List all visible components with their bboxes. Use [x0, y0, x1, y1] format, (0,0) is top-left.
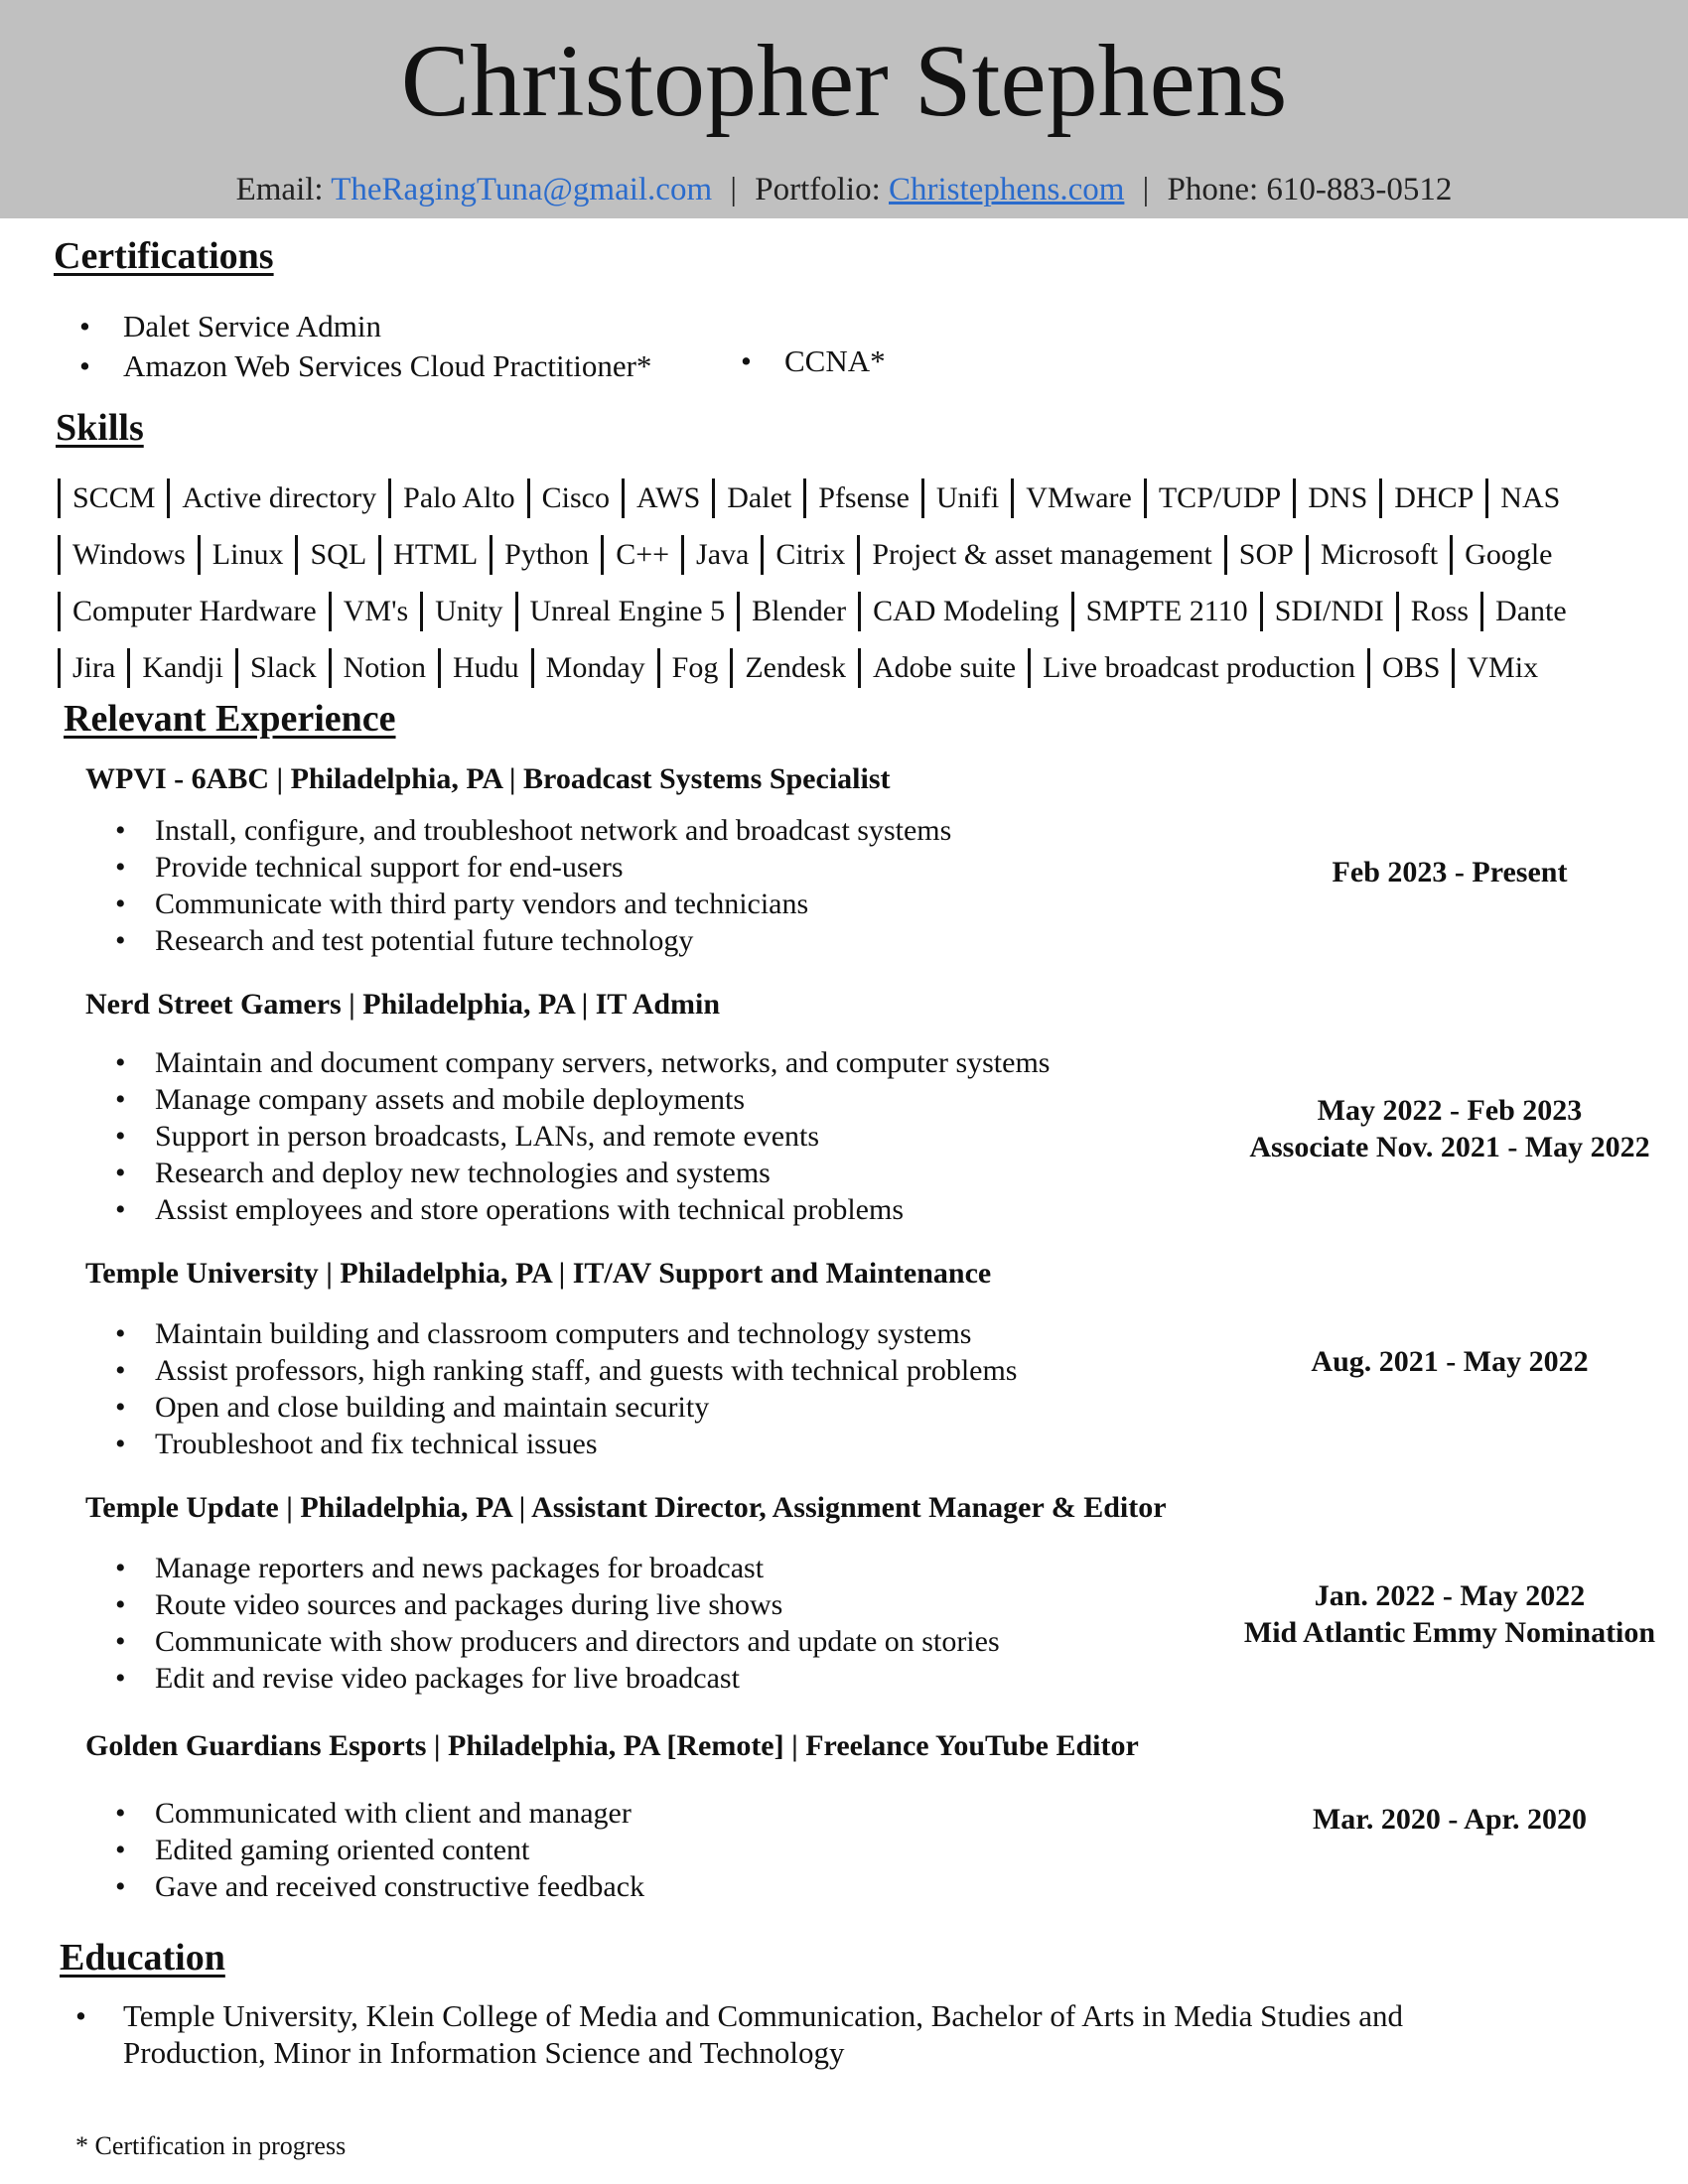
- skill-tag: VMix: [1452, 648, 1548, 688]
- skills-heading: Skills: [56, 407, 144, 449]
- candidate-name: Christopher Stephens: [400, 24, 1288, 138]
- job-bullet: • Manage reporters and news packages for broadcast: [111, 1550, 1000, 1586]
- email-link[interactable]: TheRagingTuna@gmail.com: [331, 172, 713, 207]
- skill-tag: C++: [601, 535, 679, 575]
- job-bullet: • Gave and received constructive feedback: [111, 1868, 644, 1905]
- skill-tag: Monday: [531, 648, 655, 688]
- certification-item: • CCNA*: [741, 343, 886, 378]
- skill-tag: Windows: [58, 535, 196, 575]
- contact-separator: |: [730, 172, 737, 207]
- job-bullet-list: [111, 1315, 1017, 1462]
- contact-separator: |: [1142, 172, 1150, 207]
- job-bullet: • Edit and revise video packages for live broadcast: [111, 1660, 1000, 1697]
- skill-tag: Jira: [58, 648, 125, 688]
- skill-tag: DNS: [1293, 478, 1377, 518]
- email-label: Email:: [235, 172, 324, 207]
- job-bullet: • Edited gaming oriented content: [111, 1832, 644, 1868]
- job-bullet: • Communicate with third party vendors and technicians: [111, 886, 951, 922]
- skill-tag: SQL: [295, 535, 376, 575]
- skill-tag: HTML: [378, 535, 488, 575]
- skill-tag: Blender: [737, 592, 856, 631]
- job-dates: [1201, 1801, 1688, 1838]
- education-text: Temple University, Klein College of Media and Communication, Bachelor of Arts in Media Studies and Production, Minor in Information Science and Technology: [123, 1998, 1403, 2070]
- job-bullet: • Communicated with client and manager: [111, 1795, 644, 1832]
- job-bullet-list: [111, 1550, 1000, 1697]
- skill-tag: SDI/NDI: [1260, 592, 1394, 631]
- bullet-icon: •: [741, 343, 752, 378]
- skill-tag: Citrix: [761, 535, 855, 575]
- skill-tag: Live broadcast production: [1028, 648, 1365, 688]
- skill-tag: Linux: [198, 535, 294, 575]
- date-range: Aug. 2021 - May 2022: [1311, 1345, 1589, 1378]
- skill-tag: VMware: [1011, 478, 1142, 518]
- skill-tag: Unity: [420, 592, 512, 631]
- job-dates: [1201, 1092, 1688, 1165]
- job-bullet: • Support in person broadcasts, LANs, and remote events: [111, 1118, 1050, 1155]
- experience-heading: Relevant Experience: [64, 698, 396, 740]
- certification-item: • Dalet Service Admin: [79, 309, 381, 343]
- job-bullet: • Provide technical support for end-users: [111, 849, 951, 886]
- skill-tag: Hudu: [438, 648, 529, 688]
- skill-tag: Dante: [1480, 592, 1577, 631]
- skill-tag: AWS: [622, 478, 710, 518]
- skill-tag: Pfsense: [803, 478, 919, 518]
- bullet-icon: •: [79, 309, 90, 343]
- contact-line: [0, 169, 1688, 210]
- skill-tag: CAD Modeling: [858, 592, 1069, 631]
- skill-tag: Kandji: [127, 648, 233, 688]
- date-range: Feb 2023 - Present: [1332, 856, 1568, 888]
- date-note: Mid Atlantic Emmy Nomination: [1243, 1616, 1656, 1649]
- skill-tag: OBS: [1367, 648, 1450, 688]
- certification-item: • Amazon Web Services Cloud Practitioner*: [79, 348, 652, 383]
- job-bullet: • Troubleshoot and fix technical issues: [111, 1426, 1017, 1462]
- skill-tag: Ross: [1396, 592, 1478, 631]
- skill-tag: Zendesk: [730, 648, 856, 688]
- job-heading: Golden Guardians Esports | Philadelphia, PA [Remote] | Freelance YouTube Editor: [85, 1729, 1139, 1762]
- skill-tag: Java: [681, 535, 759, 575]
- bullet-icon: •: [75, 1998, 86, 2033]
- job-bullet-list: [111, 1795, 644, 1905]
- skill-tag: Dalet: [712, 478, 801, 518]
- skill-tag: DHCP: [1379, 478, 1483, 518]
- skill-tag: Slack: [235, 648, 327, 688]
- job-heading: WPVI - 6ABC | Philadelphia, PA | Broadcast Systems Specialist: [85, 762, 891, 795]
- job-bullet: • Open and close building and maintain security: [111, 1389, 1017, 1426]
- skill-tag: Unreal Engine 5: [515, 592, 736, 631]
- skills-row: [58, 535, 1564, 575]
- skill-tag: Palo Alto: [388, 478, 525, 518]
- job-heading: Temple University | Philadelphia, PA | IT/AV Support and Maintenance: [85, 1257, 992, 1290]
- date-note: Associate Nov. 2021 - May 2022: [1249, 1131, 1650, 1163]
- phone-label: Phone:: [1167, 172, 1259, 207]
- job-bullet: • Assist employees and store operations with technical problems: [111, 1191, 1050, 1228]
- job-bullet: • Maintain and document company servers, networks, and computer systems: [111, 1044, 1050, 1081]
- portfolio-label: Portfolio:: [755, 172, 881, 207]
- date-range: Mar. 2020 - Apr. 2020: [1312, 1803, 1588, 1836]
- portfolio-link[interactable]: Christephens.com: [889, 172, 1125, 207]
- phone-number: 610-883-0512: [1266, 172, 1453, 207]
- job-bullet-list: [111, 1044, 1050, 1228]
- job-bullet-list: [111, 812, 951, 959]
- skill-tag: Project & asset management: [857, 535, 1221, 575]
- skill-tag: Python: [490, 535, 599, 575]
- skill-tag: VM's: [329, 592, 418, 631]
- skills-row: [58, 648, 1550, 688]
- skill-tag: Computer Hardware: [58, 592, 327, 631]
- education-heading: Education: [60, 1937, 225, 1979]
- skill-tag: Google: [1450, 535, 1562, 575]
- skill-tag: NAS: [1485, 478, 1570, 518]
- skill-tag: Notion: [329, 648, 436, 688]
- education-item: [75, 1997, 1444, 2071]
- job-dates: [1201, 1577, 1688, 1651]
- job-bullet: • Manage company assets and mobile deployments: [111, 1081, 1050, 1118]
- skill-tag: Microsoft: [1306, 535, 1448, 575]
- skill-tag: Cisco: [527, 478, 620, 518]
- certifications-heading: Certifications: [54, 235, 274, 277]
- job-bullet: • Research and deploy new technologies and systems: [111, 1155, 1050, 1191]
- job-dates: [1201, 1343, 1688, 1380]
- job-dates: [1201, 854, 1688, 890]
- date-range: Jan. 2022 - May 2022: [1314, 1579, 1586, 1612]
- skill-tag: SMPTE 2110: [1071, 592, 1258, 631]
- date-range: May 2022 - Feb 2023: [1317, 1094, 1583, 1127]
- footnote: * Certification in progress: [75, 2131, 347, 2160]
- skill-tag: Fog: [657, 648, 729, 688]
- skill-tag: SOP: [1224, 535, 1304, 575]
- job-bullet: • Maintain building and classroom computers and technology systems: [111, 1315, 1017, 1352]
- bullet-icon: •: [79, 348, 90, 383]
- skill-tag: Adobe suite: [858, 648, 1026, 688]
- skill-tag: TCP/UDP: [1144, 478, 1291, 518]
- job-bullet: • Research and test potential future technology: [111, 922, 951, 959]
- skill-tag: Unifi: [921, 478, 1009, 518]
- job-bullet: • Communicate with show producers and directors and update on stories: [111, 1623, 1000, 1660]
- job-bullet: • Route video sources and packages during live shows: [111, 1586, 1000, 1623]
- skill-tag: Active directory: [167, 478, 386, 518]
- job-heading: Temple Update | Philadelphia, PA | Assistant Director, Assignment Manager & Editor: [85, 1491, 1167, 1524]
- job-heading: Nerd Street Gamers | Philadelphia, PA | IT Admin: [85, 988, 721, 1021]
- skills-row: [58, 592, 1579, 631]
- skills-row: [58, 478, 1572, 518]
- job-bullet: • Assist professors, high ranking staff, and guests with technical problems: [111, 1352, 1017, 1389]
- job-bullet: • Install, configure, and troubleshoot network and broadcast systems: [111, 812, 951, 849]
- skill-tag: SCCM: [58, 478, 165, 518]
